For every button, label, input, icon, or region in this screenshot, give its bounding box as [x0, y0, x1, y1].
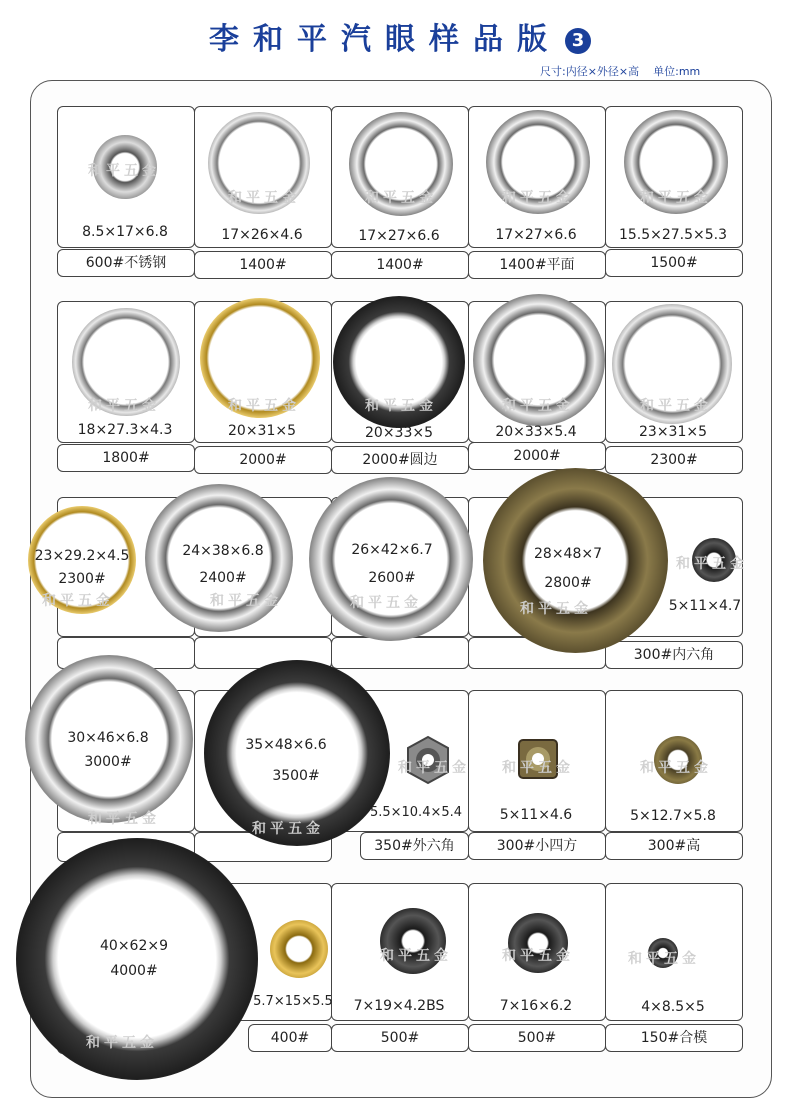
size-text: 5.5×10.4×5.4 — [369, 805, 463, 820]
size-text: 8.5×17×6.8 — [82, 224, 168, 240]
size-text: 7×16×6.2 — [499, 998, 573, 1014]
watermark-text: 和平五金 — [228, 398, 300, 414]
watermark-text: 和平五金 — [380, 948, 452, 964]
model-text: 2300# — [58, 571, 106, 587]
model-label: 300#小四方 — [468, 832, 606, 860]
watermark-text: 和平五金 — [502, 760, 574, 776]
size-text: 20×33×5 — [365, 425, 433, 441]
size-text: 23×29.2×4.5 — [34, 548, 130, 564]
model-label: 1400#平面 — [468, 251, 606, 279]
watermark-text: 和平五金 — [502, 948, 574, 964]
size-text: 5.7×15×5.5 — [253, 994, 333, 1009]
model-label: 400# — [248, 1024, 332, 1052]
watermark-text: 和平五金 — [350, 595, 422, 611]
model-label-empty — [331, 637, 469, 669]
model-label: 1500# — [605, 249, 743, 277]
model-label: 600#不锈钢 — [57, 249, 195, 277]
watermark-text: 和平五金 — [640, 190, 712, 206]
model-label: 500# — [468, 1024, 606, 1052]
watermark-text: 和平五金 — [88, 398, 160, 414]
size-text: 20×31×5 — [228, 423, 296, 439]
model-label: 300#内六角 — [605, 641, 743, 669]
size-text: 40×62×9 — [100, 938, 168, 954]
size-text: 23×31×5 — [639, 424, 707, 440]
size-text: 18×27.3×4.3 — [77, 422, 173, 438]
watermark-text: 和平五金 — [502, 398, 574, 414]
size-text: 7×19×4.2BS — [353, 998, 445, 1014]
watermark-text: 和平五金 — [398, 760, 470, 776]
watermark-text: 和平五金 — [502, 190, 574, 206]
eyelet-image — [270, 920, 328, 978]
model-text: 4000# — [110, 963, 158, 979]
size-text: 5×11×4.7 — [668, 598, 742, 614]
model-text: 3000# — [84, 754, 132, 770]
watermark-text: 和平五金 — [42, 593, 114, 609]
watermark-text: 和平五金 — [365, 398, 437, 414]
eyelet-image — [309, 477, 473, 641]
size-text: 20×33×5.4 — [495, 424, 577, 440]
model-text: 3500# — [272, 768, 320, 784]
watermark-text: 和平五金 — [228, 190, 300, 206]
model-label: 1800# — [57, 444, 195, 472]
unit-note: 尺寸:内径×外径×高 单位:mm — [540, 65, 701, 78]
model-label: 2000# — [468, 442, 606, 470]
size-text: 17×27×6.6 — [358, 228, 440, 244]
model-label: 150#合模 — [605, 1024, 743, 1052]
size-text: 15.5×27.5×5.3 — [618, 227, 728, 243]
size-text: 17×26×4.6 — [221, 227, 303, 243]
model-label: 500# — [331, 1024, 469, 1052]
size-text: 24×38×6.8 — [182, 543, 264, 559]
model-text: 2600# — [368, 570, 416, 586]
watermark-text: 和平五金 — [628, 951, 700, 967]
watermark-text: 和平五金 — [88, 811, 160, 827]
model-label: 350#外六角 — [360, 832, 469, 860]
size-text: 35×48×6.6 — [245, 737, 327, 753]
model-label: 300#高 — [605, 832, 743, 860]
size-text: 28×48×7 — [534, 546, 602, 562]
size-text: 26×42×6.7 — [351, 542, 433, 558]
watermark-text: 和平五金 — [88, 163, 160, 179]
size-text: 5×11×4.6 — [499, 807, 573, 823]
model-label: 2300# — [605, 446, 743, 474]
size-text: 17×27×6.6 — [495, 227, 577, 243]
model-label: 2000#圆边 — [331, 446, 469, 474]
watermark-text: 和平五金 — [640, 760, 712, 776]
size-text: 30×46×6.8 — [67, 730, 149, 746]
watermark-text: 和平五金 — [520, 601, 592, 617]
page-title: 李和平汽眼样品版 3 — [0, 14, 800, 58]
watermark-text: 和平五金 — [676, 556, 748, 572]
watermark-text: 和平五金 — [86, 1035, 158, 1051]
model-label: 1400# — [194, 251, 332, 279]
watermark-text: 和平五金 — [640, 398, 712, 414]
model-text: 2800# — [544, 575, 592, 591]
watermark-text: 和平五金 — [210, 593, 282, 609]
size-text: 4×8.5×5 — [641, 999, 705, 1015]
number-badge: 3 — [565, 28, 591, 54]
model-label: 1400# — [331, 251, 469, 279]
watermark-text: 和平五金 — [252, 821, 324, 837]
watermark-text: 和平五金 — [365, 190, 437, 206]
size-text: 5×12.7×5.8 — [630, 808, 716, 824]
model-text: 2400# — [199, 570, 247, 586]
model-label: 2000# — [194, 446, 332, 474]
